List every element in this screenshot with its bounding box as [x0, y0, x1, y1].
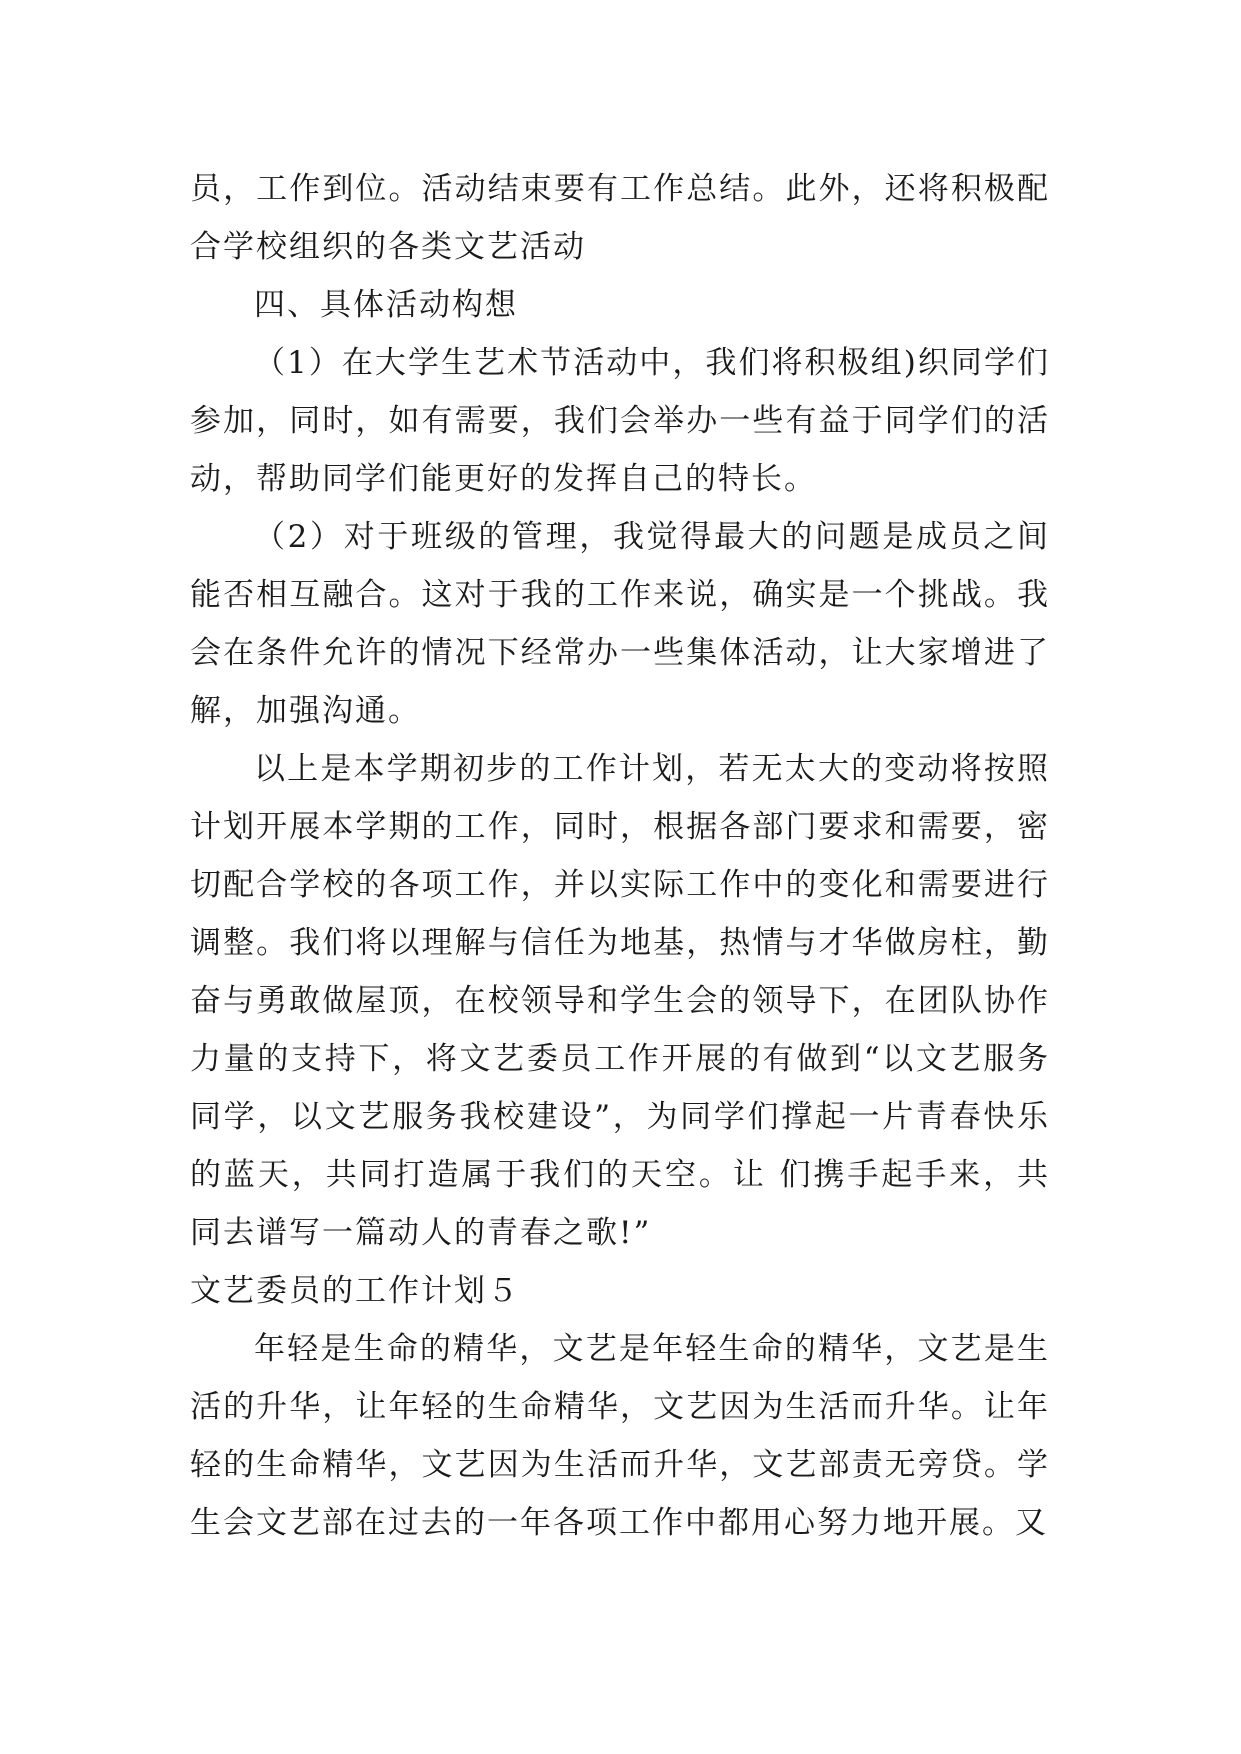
- paragraph-item-2: （2）对于班级的管理，我觉得最大的问题是成员之间能否相互融合。这对于我的工作来说，确实是一个挑战。我会在条件允许的情况下经常办一些集体活动，让大家增进了解，加强沟通。: [190, 519, 1050, 729]
- paragraph-item-1: （1）在大学生艺术节活动中，我们将积极组)织同学们参加，同时，如有需要，我们会举办一些有益于同学们的活动，帮助同学们能更好的发挥自己的特长。: [190, 345, 1050, 497]
- document-body: [190, 160, 1050, 1552]
- paragraph-1: 员，工作到位。活动结束要有工作总结。此外，还将积极配合学校组织的各类文艺活动: [190, 171, 1050, 265]
- paragraph-conclusion: 以上是本学期初步的工作计划，若无太大的变动将按照计划开展本学期的工作，同时，根据各部门要求和需要，密切配合学校的各项工作，并以实际工作中的变化和需要进行调整。我们将以理解与信任为地基，热情与才华做房柱，勤奋与勇敢做屋顶，在校领导和学生会的领导下，在团队协作力量的支持下，将文艺委员工作开展的有做到“以文艺服务同学，以文艺服务我校建设”，为同学们撑起一片青春快乐的蓝天，共同打造属于我们的天空。让 们携手起手来，共同去谱写一篇动人的青春之歌!”: [190, 751, 1050, 1251]
- section-heading-four: 四、具体活动构想: [254, 287, 518, 323]
- paragraph-section-5-1: 年轻是生命的精华，文艺是年轻生命的精华，文艺是生活的升华，让年轻的生命精华，文艺因为生活而升华。让年轻的生命精华，文艺因为生活而升华，文艺部责无旁贷。学生会文艺部在过去的一年各项工作中都用心努力地开展。又: [190, 1331, 1050, 1541]
- section-title: 文艺委员的工作计划５: [190, 1273, 520, 1309]
